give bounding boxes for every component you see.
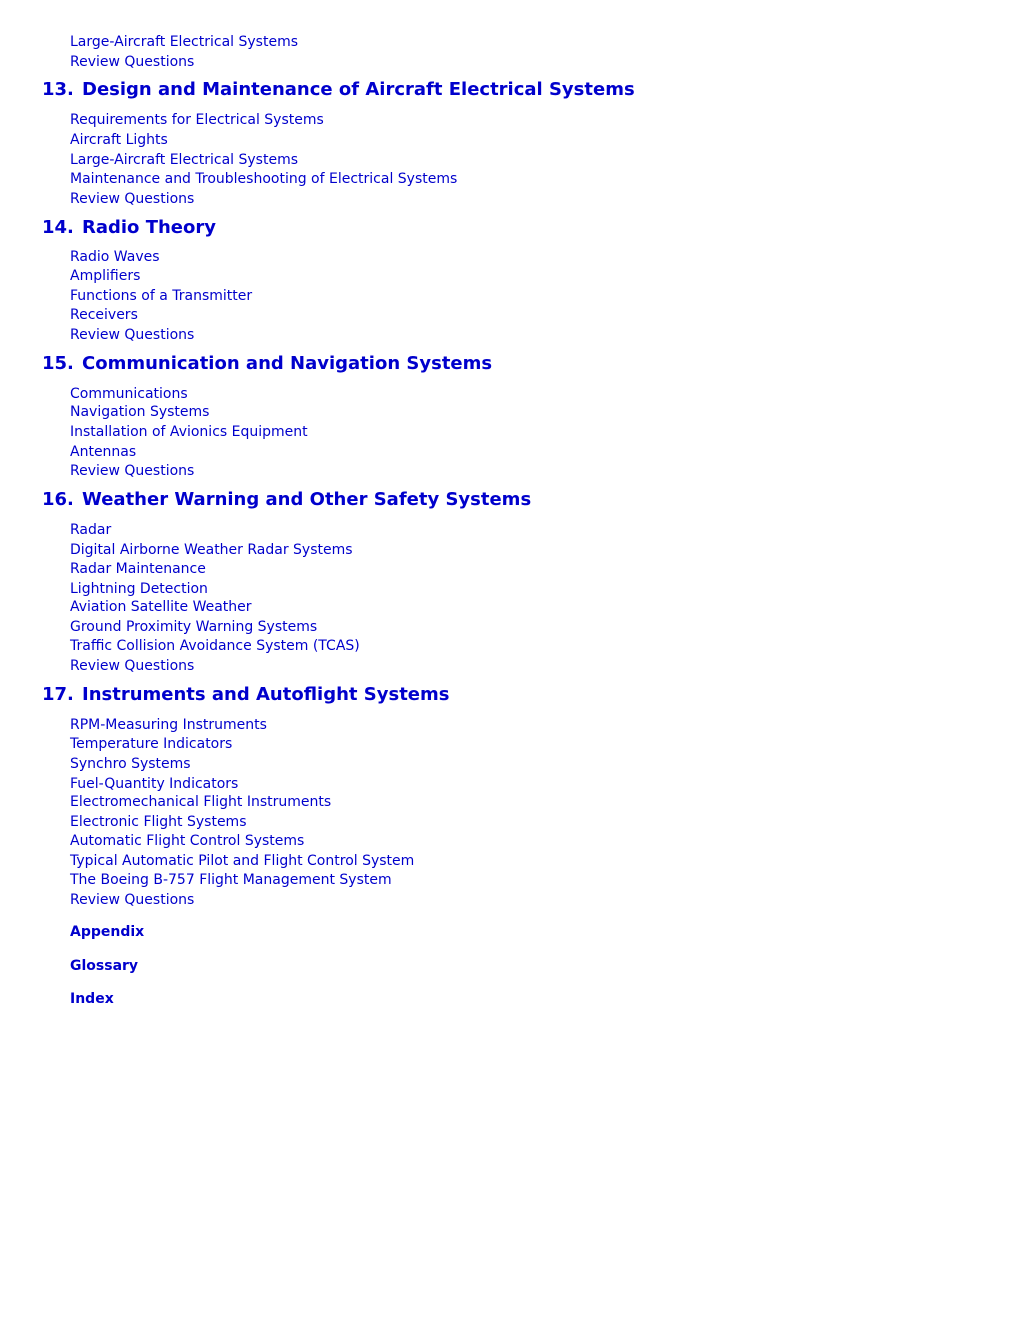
toc-link[interactable]: Ground Proximity Warning Systems	[70, 619, 318, 635]
toc-link[interactable]: Radio Waves	[70, 249, 160, 265]
chapter-title: Radio Theory	[82, 217, 216, 238]
chapter-number: 15.	[42, 353, 74, 374]
toc-link-review-questions[interactable]: Review Questions	[70, 54, 195, 70]
toc-link[interactable]: Requirements for Electrical Systems	[70, 112, 324, 128]
chapter-15-heading[interactable]	[42, 352, 492, 376]
chapter-16-heading[interactable]	[42, 488, 531, 512]
toc-link[interactable]: Review Questions	[70, 658, 195, 674]
toc-link[interactable]: Traffic Collision Avoidance System (TCAS)	[70, 638, 360, 654]
toc-link[interactable]: RPM-Measuring Instruments	[70, 717, 267, 733]
toc-link-glossary[interactable]: Glossary	[70, 958, 139, 974]
toc-link[interactable]: Receivers	[70, 307, 138, 323]
toc-link[interactable]: Review Questions	[70, 191, 195, 207]
toc-link[interactable]: Lightning Detection	[70, 581, 208, 597]
chapter-number: 14.	[42, 217, 74, 238]
toc-link[interactable]: Temperature Indicators	[70, 736, 233, 752]
toc-link[interactable]: Amplifiers	[70, 268, 141, 284]
toc-link[interactable]: Synchro Systems	[70, 756, 191, 772]
toc-link[interactable]: Review Questions	[70, 892, 195, 908]
toc-link[interactable]: Fuel-Quantity Indicators	[70, 776, 239, 792]
chapter-number: 17.	[42, 684, 74, 705]
chapter-title: Communication and Navigation Systems	[82, 353, 493, 374]
toc-link[interactable]: Review Questions	[70, 327, 195, 343]
toc-link-appendix[interactable]: Appendix	[70, 924, 145, 940]
toc-link[interactable]: Automatic Flight Control Systems	[70, 833, 305, 849]
toc-link[interactable]: Aircraft Lights	[70, 132, 168, 148]
toc-link-index[interactable]: Index	[70, 991, 114, 1007]
toc-link[interactable]: Functions of a Transmitter	[70, 288, 253, 304]
toc-link[interactable]: Radar	[70, 522, 112, 538]
toc-link-large-aircraft-electrical-systems[interactable]: Large-Aircraft Electrical Systems	[70, 34, 298, 50]
toc-link[interactable]: Radar Maintenance	[70, 561, 206, 577]
toc-link[interactable]: Aviation Satellite Weather	[70, 599, 252, 615]
chapter-title: Design and Maintenance of Aircraft Electrical Systems	[82, 79, 635, 100]
toc-link[interactable]: Review Questions	[70, 463, 195, 479]
chapter-13-heading[interactable]	[42, 78, 635, 102]
chapter-17-heading[interactable]	[42, 683, 450, 707]
chapter-title: Weather Warning and Other Safety Systems	[82, 489, 532, 510]
toc-link[interactable]: Digital Airborne Weather Radar Systems	[70, 542, 353, 558]
toc-link[interactable]: The Boeing B-757 Flight Management System	[70, 872, 392, 888]
toc-link[interactable]: Large-Aircraft Electrical Systems	[70, 152, 298, 168]
toc-link[interactable]: Electromechanical Flight Instruments	[70, 794, 332, 810]
toc-link[interactable]: Navigation Systems	[70, 404, 210, 420]
toc-link[interactable]: Electronic Flight Systems	[70, 814, 247, 830]
toc-link[interactable]: Typical Automatic Pilot and Flight Control System	[70, 853, 415, 869]
chapter-number: 13.	[42, 79, 74, 100]
chapter-14-heading[interactable]	[42, 216, 216, 240]
chapter-number: 16.	[42, 489, 74, 510]
toc-link[interactable]: Maintenance and Troubleshooting of Electrical Systems	[70, 171, 458, 187]
toc-link[interactable]: Antennas	[70, 444, 137, 460]
toc-link[interactable]: Installation of Avionics Equipment	[70, 424, 308, 440]
chapter-title: Instruments and Autoflight Systems	[82, 684, 450, 705]
toc-link[interactable]: Communications	[70, 386, 188, 402]
